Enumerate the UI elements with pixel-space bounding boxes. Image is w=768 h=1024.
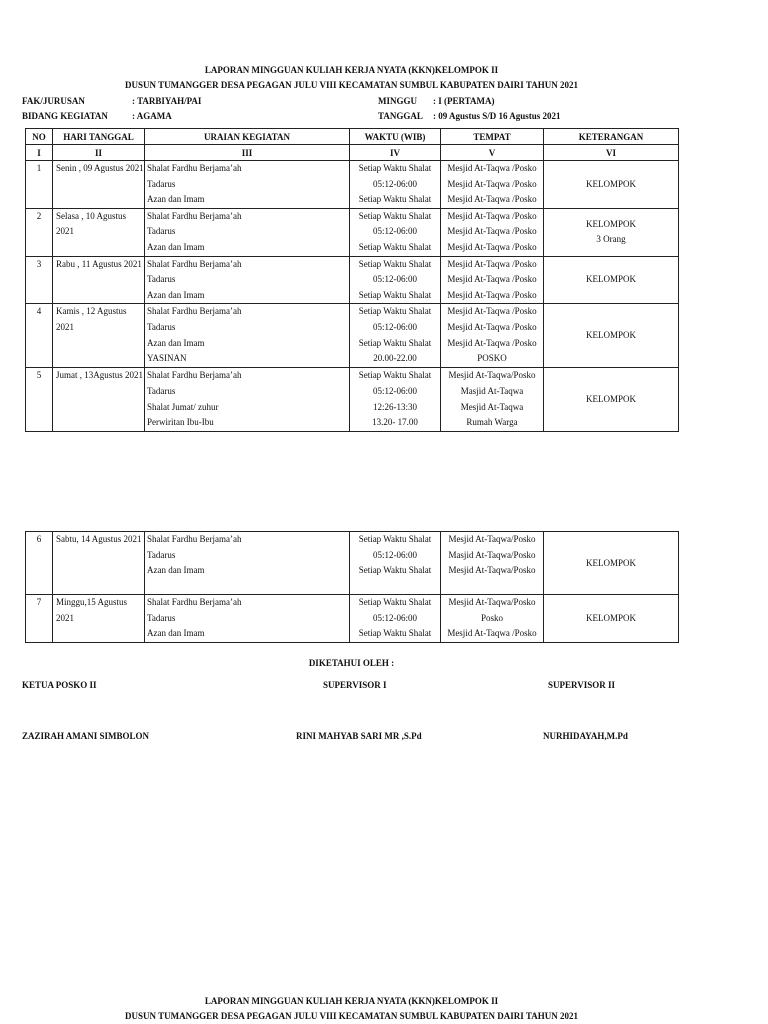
row-activities — [145, 368, 350, 431]
row-day-date: Selasa , 10 Agustus 2021 — [53, 208, 145, 256]
place-item: Masjid At-Taqwa/Posko — [448, 549, 536, 560]
place-item: Mesjid At-Taqwa /Posko — [447, 226, 537, 237]
minggu-label: MINGGU — [378, 96, 417, 106]
time-item: Setiap Waktu Shalat — [358, 194, 432, 205]
row-day-date: Jumat , 13Agustus 2021 — [53, 368, 145, 431]
activity-item: Azan dan Imam — [147, 289, 205, 300]
place-item: Mesjid At-Taqwa/Posko — [448, 534, 536, 544]
time-item: 05:12-06:00 — [373, 385, 417, 396]
activity-item: Shalat Fardhu Berjama’ah — [147, 534, 242, 544]
time-item: Setiap Waktu Shalat — [358, 628, 432, 639]
time-item: 12:26-13:30 — [373, 401, 417, 412]
table-row — [26, 304, 679, 368]
next-page-subtitle: DUSUN TUMANGGER DESA PEGAGAN JULU VIII KECAMATAN SUMBUL KABUPATEN DAIRI TAHUN 2021 — [125, 1011, 578, 1021]
note-item: KELOMPOK — [585, 394, 636, 405]
activity-item: Tadarus — [147, 385, 176, 396]
row-number: 5 — [26, 368, 53, 431]
place-item: Mesjid At-Taqwa /Posko — [447, 306, 537, 317]
row-number: 2 — [26, 208, 53, 256]
tanggal-value: : 09 Agustus S/D 16 Agustus 2021 — [433, 111, 561, 121]
place-item: Mesjid At-Taqwa/Posko — [448, 565, 536, 576]
activity-item: Azan dan Imam — [147, 194, 205, 205]
place-item: Mesjid At-Taqwa /Posko — [447, 241, 537, 252]
row-number: 4 — [26, 304, 53, 368]
note-item: KELOMPOK — [585, 612, 636, 623]
tanggal-label: TANGGAL — [378, 111, 423, 121]
row-notes — [544, 304, 679, 368]
activity-item: Tadarus — [147, 321, 176, 332]
note-item: KELOMPOK — [585, 557, 636, 568]
row-activities — [145, 304, 350, 368]
row-times — [350, 304, 441, 368]
header-waktu: WAKTU (WIB) — [350, 129, 441, 145]
note-item: 3 Orang — [596, 234, 626, 245]
fak-label: FAK/JURUSAN — [22, 96, 85, 106]
header-keterangan: KETERANGAN — [544, 129, 679, 145]
next-page-title: LAPORAN MINGGUAN KULIAH KERJA NYATA (KKN)KELOMPOK II — [204, 996, 499, 1006]
time-item: Setiap Waktu Shalat — [358, 370, 432, 381]
row-day-date: Minggu,15 Agustus 2021 — [53, 595, 145, 643]
row-times — [350, 208, 441, 256]
activity-item: Shalat Fardhu Berjama’ah — [147, 306, 242, 317]
place-item: POSKO — [477, 353, 507, 364]
subheader-ii: II — [53, 145, 145, 161]
time-item: Setiap Waktu Shalat — [358, 210, 432, 221]
header-uraian-kegiatan: URAIAN KEGIATAN — [145, 129, 350, 145]
place-item: Mesjid At-Taqwa /Posko — [447, 628, 537, 639]
place-item: Mesjid At-Taqwa /Posko — [447, 258, 537, 269]
time-item: Setiap Waktu Shalat — [358, 306, 432, 317]
place-item: Mesjid At-Taqwa/Posko — [448, 370, 536, 381]
time-item: Setiap Waktu Shalat — [358, 163, 432, 173]
table-subheader-row — [26, 145, 679, 161]
place-item: Mesjid At-Taqwa — [460, 401, 524, 412]
time-item: 05:12-06:00 — [373, 226, 417, 237]
subheader-vi: VI — [544, 145, 679, 161]
weekly-activity-table-continued — [25, 531, 679, 643]
table-header-row — [26, 129, 679, 145]
time-item: Setiap Waktu Shalat — [358, 597, 432, 607]
activity-item: Tadarus — [147, 226, 176, 237]
name-ketua-posko: ZAZIRAH AMANI SIMBOLON — [22, 731, 150, 741]
time-item: 05:12-06:00 — [373, 321, 417, 332]
weekly-activity-table — [25, 128, 679, 432]
row-number: 3 — [26, 256, 53, 304]
place-item: Mesjid At-Taqwa/Posko — [448, 597, 536, 607]
activity-item: Shalat Fardhu Berjama’ah — [147, 597, 242, 607]
row-number: 7 — [26, 595, 53, 643]
bidang-value: : AGAMA — [132, 111, 172, 121]
activity-item: Azan dan Imam — [147, 337, 205, 348]
time-item: 13.20- 17.00 — [372, 417, 418, 428]
report-subtitle: DUSUN TUMANGGER DESA PEGAGAN JULU VIII KECAMATAN SUMBUL KABUPATEN DAIRI TAHUN 2021 — [125, 80, 578, 90]
row-activities — [145, 532, 350, 595]
place-item: Mesjid At-Taqwa /Posko — [447, 274, 537, 285]
diketahui-oleh: DIKETAHUI OLEH : — [308, 658, 395, 668]
time-item: Setiap Waktu Shalat — [358, 289, 432, 300]
note-item: KELOMPOK — [585, 274, 636, 285]
place-item: Mesjid At-Taqwa /Posko — [447, 337, 537, 348]
subheader-i: I — [26, 145, 53, 161]
row-day-date: Kamis , 12 Agustus 2021 — [53, 304, 145, 368]
subheader-v: V — [441, 145, 544, 161]
row-day-date: Sabtu, 14 Agustus 2021 — [53, 532, 145, 595]
place-item: Posko — [480, 612, 503, 623]
header-tempat: TEMPAT — [441, 129, 544, 145]
activity-item: Azan dan Imam — [147, 565, 205, 576]
row-places — [441, 208, 544, 256]
activity-item: Tadarus — [147, 274, 176, 285]
role-supervisor-2: SUPERVISOR II — [548, 680, 615, 690]
row-places — [441, 256, 544, 304]
row-activities — [145, 256, 350, 304]
activity-item: Shalat Fardhu Berjama’ah — [147, 370, 242, 381]
name-supervisor-1: RINI MAHYAB SARI MR ,S.Pd — [296, 731, 422, 741]
row-notes — [544, 595, 679, 643]
row-places — [441, 304, 544, 368]
activity-item: Tadarus — [147, 612, 176, 623]
place-item: Masjid At-Taqwa — [460, 385, 524, 396]
activity-item: Tadarus — [147, 178, 176, 189]
activity-item: Shalat Fardhu Berjama’ah — [147, 258, 242, 269]
place-item: Mesjid At-Taqwa /Posko — [447, 194, 537, 205]
table-row — [26, 208, 679, 256]
activity-item: Azan dan Imam — [147, 628, 205, 639]
subheader-iv: IV — [350, 145, 441, 161]
row-places — [441, 161, 544, 209]
note-item: KELOMPOK — [585, 178, 636, 189]
row-notes — [544, 532, 679, 595]
row-activities — [145, 595, 350, 643]
minggu-value: : I (PERTAMA) — [433, 96, 495, 106]
activity-item: Azan dan Imam — [147, 241, 205, 252]
row-times — [350, 368, 441, 431]
place-item: Mesjid At-Taqwa /Posko — [447, 178, 537, 189]
time-item: Setiap Waktu Shalat — [358, 565, 432, 576]
bidang-label: BIDANG KEGIATAN — [22, 111, 108, 121]
place-item: Mesjid At-Taqwa /Posko — [447, 321, 537, 332]
note-item: KELOMPOK — [585, 330, 636, 341]
time-item: 05:12-06:00 — [373, 549, 417, 560]
subheader-iii: III — [145, 145, 350, 161]
table-row — [26, 368, 679, 431]
row-places — [441, 532, 544, 595]
activity-item: Shalat Jumat/ zuhur — [147, 401, 219, 412]
row-times — [350, 161, 441, 209]
place-item: Mesjid At-Taqwa /Posko — [447, 289, 537, 300]
row-notes — [544, 161, 679, 209]
time-item: Setiap Waktu Shalat — [358, 337, 432, 348]
row-times — [350, 256, 441, 304]
time-item: 05:12-06:00 — [373, 178, 417, 189]
row-number: 1 — [26, 161, 53, 209]
row-notes — [544, 208, 679, 256]
note-item: KELOMPOK — [585, 219, 636, 230]
fak-value: : TARBIYAH/PAI — [132, 96, 202, 106]
activity-item: Perwiritan Ibu-Ibu — [147, 417, 214, 428]
time-item: 05:12-06:00 — [373, 274, 417, 285]
row-activities — [145, 161, 350, 209]
row-notes — [544, 368, 679, 431]
activity-item: YASINAN — [147, 353, 187, 364]
row-day-date: Senin , 09 Agustus 2021 — [53, 161, 145, 209]
row-times — [350, 532, 441, 595]
time-item: Setiap Waktu Shalat — [358, 241, 432, 252]
role-supervisor-1: SUPERVISOR I — [323, 680, 387, 690]
name-supervisor-2: NURHIDAYAH,M.Pd — [543, 731, 628, 741]
time-item: Setiap Waktu Shalat — [358, 534, 432, 544]
time-item: 05:12-06:00 — [373, 612, 417, 623]
row-places — [441, 368, 544, 431]
role-ketua-posko: KETUA POSKO II — [22, 680, 97, 690]
place-item: Rumah Warga — [466, 417, 518, 428]
header-no: NO — [26, 129, 53, 145]
row-activities — [145, 208, 350, 256]
table-row — [26, 532, 679, 595]
row-day-date: Rabu , 11 Agustus 2021 — [53, 256, 145, 304]
report-title: LAPORAN MINGGUAN KULIAH KERJA NYATA (KKN)KELOMPOK II — [204, 65, 499, 75]
row-times — [350, 595, 441, 643]
activity-item: Tadarus — [147, 549, 176, 560]
row-places — [441, 595, 544, 643]
table-row — [26, 256, 679, 304]
time-item: 20.00-22.00 — [373, 353, 417, 364]
row-number: 6 — [26, 532, 53, 595]
place-item: Mesjid At-Taqwa /Posko — [447, 210, 537, 221]
table-row — [26, 161, 679, 209]
time-item: Setiap Waktu Shalat — [358, 258, 432, 269]
activity-item: Shalat Fardhu Berjama’ah — [147, 163, 242, 173]
place-item: Mesjid At-Taqwa /Posko — [447, 163, 537, 173]
row-notes — [544, 256, 679, 304]
header-hari-tanggal: HARI TANGGAL — [53, 129, 145, 145]
activity-item: Shalat Fardhu Berjama’ah — [147, 210, 242, 221]
table-row — [26, 595, 679, 643]
